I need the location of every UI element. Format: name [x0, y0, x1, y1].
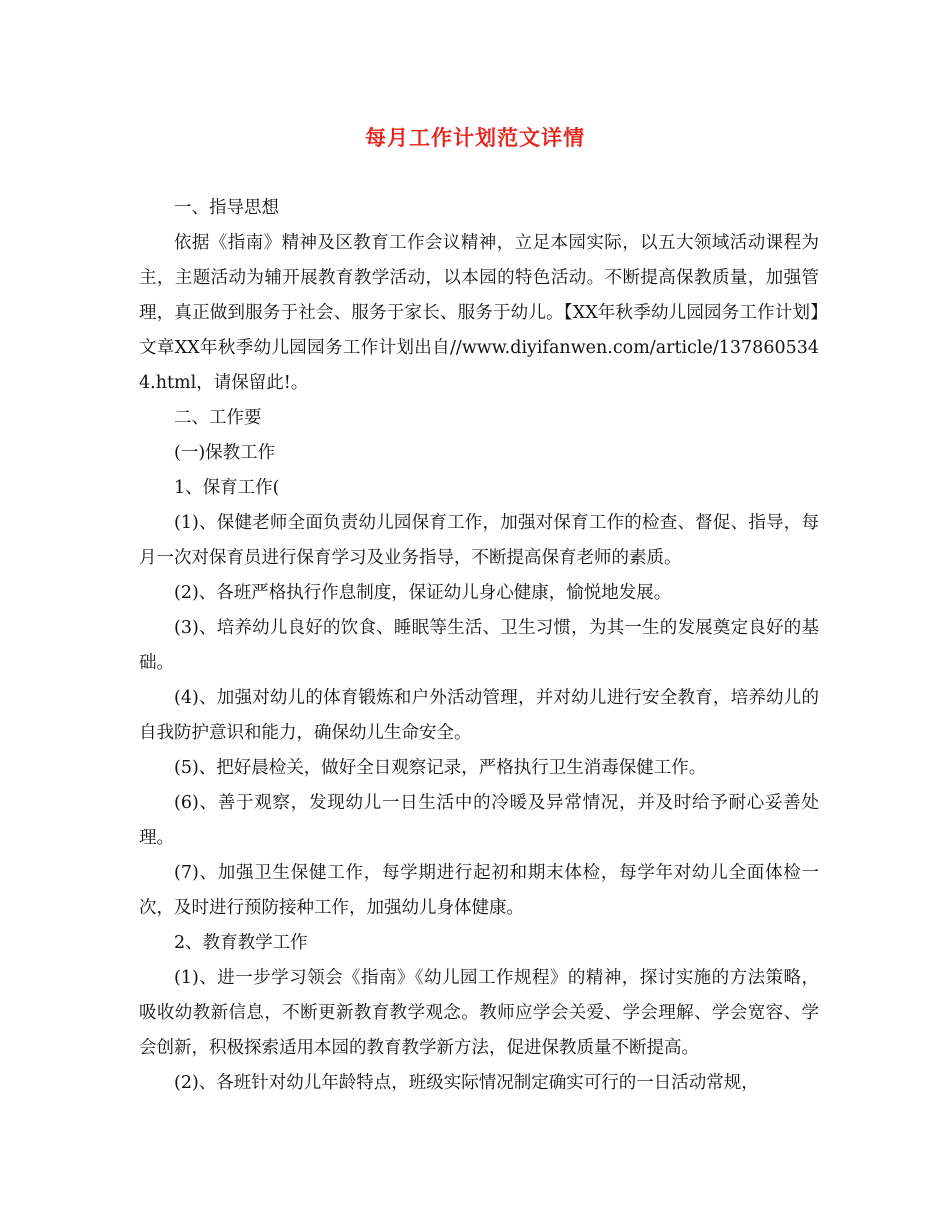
document-body: [139, 191, 819, 1101]
list-item-childcare-4: (4)、加强对幼儿的体育锻炼和户外活动管理，并对幼儿进行安全教育，培养幼儿的自我防护意识和能力，确保幼儿生命安全。: [139, 688, 819, 743]
list-item-childcare-1: (1)、保健老师全面负责幼儿园保育工作，加强对保育工作的检查、督促、指导，每月一次对保育员进行保育学习及业务指导，不断提高保育老师的素质。: [139, 513, 819, 568]
list-item-childcare-3: (3)、培养幼儿良好的饮食、睡眠等生活、卫生习惯，为其一生的发展奠定良好的基础。: [139, 618, 819, 673]
list-item-childcare-6: (6)、善于观察，发现幼儿一日生活中的冷暖及异常情况，并及时给予耐心妥善处理。: [139, 793, 819, 848]
list-item-childcare-7: (7)、加强卫生保健工作，每学期进行起初和期末体检，每学年对幼儿全面体检一次，及时进行预防接种工作，加强幼儿身体健康。: [139, 863, 819, 918]
section-heading-work-requirements: 二、工作要: [174, 408, 262, 428]
list-item-teaching-2: (2)、各班针对幼儿年龄特点，班级实际情况制定确实可行的一日活动常规，: [174, 1073, 759, 1093]
list-item-teaching-1: (1)、进一步学习领会《指南》《幼儿园工作规程》的精神，探讨实施的方法策略，吸收幼教新信息，不断更新教育教学观念。教师应学会关爱、学会理解、学会宽容、学会创新，积极探索适用本园的教育教学新方法，促进保教质量不断提高。: [139, 968, 819, 1058]
subsection-heading-teaching-work: 2、教育教学工作: [174, 933, 308, 953]
section-heading-guiding-ideology: 一、指导思想: [174, 198, 279, 218]
document-title: 每月工作计划范文详情: [365, 125, 585, 150]
paragraph-guiding-ideology: 依据《指南》精神及区教育工作会议精神，立足本园实际，以五大领域活动课程为主，主题活动为辅开展教育教学活动，以本园的特色活动。不断提高保教质量，加强管理，真正做到服务于社会、服务于家长、服务于幼儿。【XX年秋季幼儿园园务工作计划】文章XX年秋季幼儿园园务工作计划出自//www.diyifanwen.com/article/1378605344.html，请保留此!。: [139, 233, 819, 393]
subsection-heading-care-education: (一)保教工作: [174, 443, 276, 463]
list-item-childcare-5: (5)、把好晨检关，做好全日观察记录，严格执行卫生消毒保健工作。: [174, 758, 707, 778]
list-item-childcare-2: (2)、各班严格执行作息制度，保证幼儿身心健康，愉悦地发展。: [174, 583, 672, 603]
subsection-heading-childcare-work: 1、保育工作(: [174, 478, 280, 498]
